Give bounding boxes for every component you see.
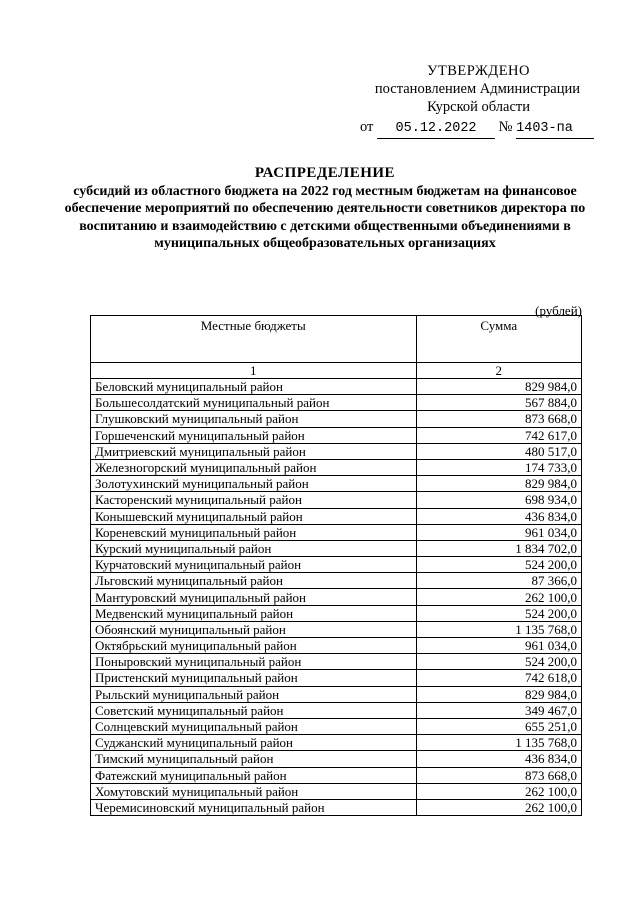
district-name: Медвенский муниципальный район <box>91 605 417 621</box>
district-sum: 174 733,0 <box>416 459 581 475</box>
table-header-row <box>91 316 582 363</box>
district-sum: 873 668,0 <box>416 767 581 783</box>
table-row <box>91 767 582 783</box>
district-sum: 480 517,0 <box>416 443 581 459</box>
district-sum: 829 984,0 <box>416 686 581 702</box>
district-sum: 524 200,0 <box>416 605 581 621</box>
table-row <box>91 605 582 621</box>
table-row <box>91 459 582 475</box>
district-sum: 742 617,0 <box>416 427 581 443</box>
table-row <box>91 476 582 492</box>
table-row <box>91 443 582 459</box>
district-sum: 524 200,0 <box>416 557 581 573</box>
table-row <box>91 540 582 556</box>
district-name: Обоянский муниципальный район <box>91 621 417 637</box>
district-sum: 436 834,0 <box>416 751 581 767</box>
district-sum: 262 100,0 <box>416 799 581 815</box>
district-sum: 1 135 768,0 <box>416 735 581 751</box>
table-row <box>91 492 582 508</box>
district-name: Суджанский муниципальный район <box>91 735 417 751</box>
table-row <box>91 735 582 751</box>
table-row <box>91 557 582 573</box>
table-row <box>91 589 582 605</box>
district-sum: 87 366,0 <box>416 573 581 589</box>
approved-stamp: УТВЕРЖДЕНО <box>427 63 530 79</box>
approval-number: 1403-па <box>516 120 594 139</box>
district-name: Касторенский муниципальный район <box>91 492 417 508</box>
table-row <box>91 670 582 686</box>
district-sum: 655 251,0 <box>416 718 581 734</box>
district-sum: 349 467,0 <box>416 702 581 718</box>
district-name: Фатежский муниципальный район <box>91 767 417 783</box>
district-sum: 961 034,0 <box>416 638 581 654</box>
district-name: Хомутовский муниципальный район <box>91 783 417 799</box>
number-label: № <box>498 119 513 135</box>
column-number-1: 1 <box>91 363 417 379</box>
district-name: Рыльский муниципальный район <box>91 686 417 702</box>
table-row <box>91 379 582 395</box>
table-row <box>91 621 582 637</box>
approval-authority: постановлением Администрации <box>374 81 580 97</box>
district-name: Черемисиновский муниципальный район <box>91 799 417 815</box>
district-name: Тимский муниципальный район <box>91 751 417 767</box>
approval-region: Курской области <box>427 99 530 115</box>
district-name: Кореневский муниципальный район <box>91 524 417 540</box>
district-name: Конышевский муниципальный район <box>91 508 417 524</box>
units-label: (рублей) <box>535 303 582 318</box>
approval-block <box>340 62 590 139</box>
table-row <box>91 783 582 799</box>
district-sum: 524 200,0 <box>416 654 581 670</box>
approval-date: 05.12.2022 <box>377 120 495 139</box>
table-row <box>91 638 582 654</box>
district-name: Пристенский муниципальный район <box>91 670 417 686</box>
district-sum: 698 934,0 <box>416 492 581 508</box>
district-name: Большесолдатский муниципальный район <box>91 395 417 411</box>
district-sum: 567 884,0 <box>416 395 581 411</box>
district-name: Дмитриевский муниципальный район <box>91 443 417 459</box>
district-sum: 1 135 768,0 <box>416 621 581 637</box>
header-sum: Сумма <box>416 316 581 363</box>
district-name: Мантуровский муниципальный район <box>91 589 417 605</box>
district-name: Солнцевский муниципальный район <box>91 718 417 734</box>
title-subtitle: субсидий из областного бюджета на 2022 год местным бюджетам на финансовое обеспечение мероприятий по обеспечению деятельности советников директора по воспитанию и взаимодействию с детскими общественными объединениями в муниципальных общеобразовательных организациях <box>64 183 586 251</box>
table-row <box>91 395 582 411</box>
district-sum: 742 618,0 <box>416 670 581 686</box>
table-row <box>91 799 582 815</box>
title-heading: РАСПРЕДЕЛЕНИЕ <box>254 165 396 181</box>
district-name: Советский муниципальный район <box>91 702 417 718</box>
district-name: Глушковский муниципальный район <box>91 411 417 427</box>
table-row <box>91 686 582 702</box>
district-name: Курчатовский муниципальный район <box>91 557 417 573</box>
district-sum: 829 984,0 <box>416 476 581 492</box>
district-sum: 961 034,0 <box>416 524 581 540</box>
table-row <box>91 718 582 734</box>
table-row <box>91 654 582 670</box>
table-body <box>91 379 582 816</box>
district-name: Золотухинский муниципальный район <box>91 476 417 492</box>
distribution-table <box>90 315 582 816</box>
district-name: Горшеченский муниципальный район <box>91 427 417 443</box>
table-row <box>91 427 582 443</box>
district-sum: 436 834,0 <box>416 508 581 524</box>
table-row <box>91 524 582 540</box>
table-row <box>91 411 582 427</box>
district-name: Беловский муниципальный район <box>91 379 417 395</box>
from-label: от <box>360 119 374 135</box>
district-name: Поныровский муниципальный район <box>91 654 417 670</box>
table-row <box>91 573 582 589</box>
table-row <box>91 751 582 767</box>
column-number-2: 2 <box>416 363 581 379</box>
document-title <box>60 165 590 253</box>
district-name: Курский муниципальный район <box>91 540 417 556</box>
district-sum: 262 100,0 <box>416 783 581 799</box>
district-sum: 1 834 702,0 <box>416 540 581 556</box>
district-sum: 873 668,0 <box>416 411 581 427</box>
table-row <box>91 702 582 718</box>
district-name: Льговский муниципальный район <box>91 573 417 589</box>
district-name: Железногорский муниципальный район <box>91 459 417 475</box>
district-name: Октябрьский муниципальный район <box>91 638 417 654</box>
district-sum: 829 984,0 <box>416 379 581 395</box>
approval-date-number <box>360 118 590 139</box>
table-row <box>91 508 582 524</box>
district-sum: 262 100,0 <box>416 589 581 605</box>
header-local-budgets: Местные бюджеты <box>91 316 417 363</box>
column-numbers-row <box>91 363 582 379</box>
